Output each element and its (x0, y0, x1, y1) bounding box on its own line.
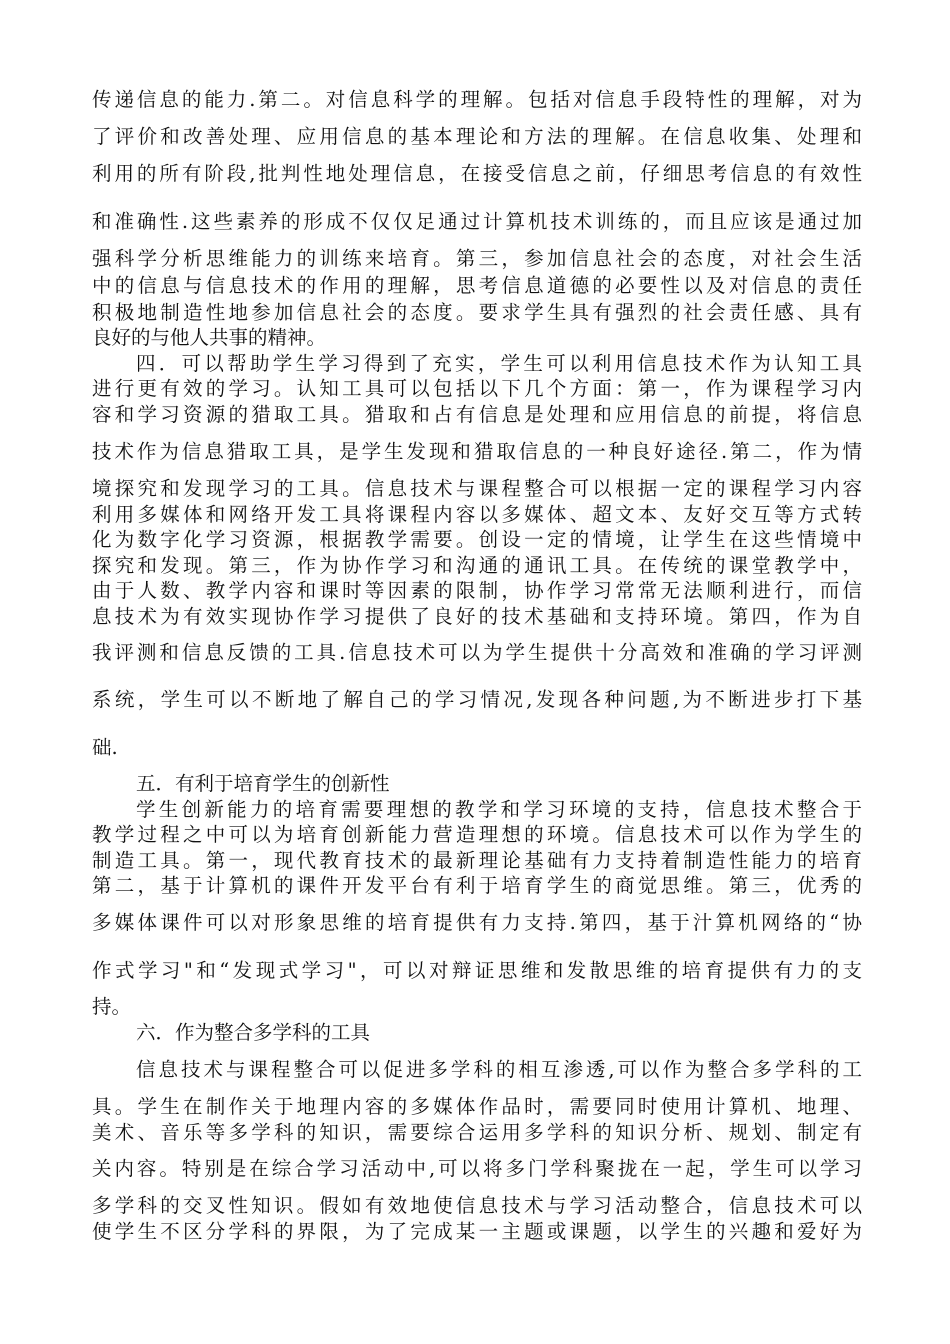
text-line: 制造工具。第一，现代教育技术的最新理论基础有力支持着制造性能力的培育 (92, 849, 862, 872)
text-line: 我评测和信息反馈的工具.信息技术可以为学生提供十分高效和准确的学习评测 (92, 641, 862, 664)
text-line: 关内容。特别是在综合学习活动中,可以将多门学科聚拢在一起，学生可以学习 (92, 1157, 862, 1180)
section-four-first-line: 四．可以帮助学生学习得到了充实，学生可以利用信息技术作为认知工具 (136, 352, 862, 375)
text-line: 和准确性.这些素养的形成不仅仅足通过计算机技术训练的，而且应该是通过加 (92, 210, 862, 233)
text-line: 持。 (92, 995, 132, 1018)
text-line: 传递信息的能力.第二。对信息科学的理解。包括对信息手段特性的理解，对为 (92, 88, 862, 111)
text-line: 容和学习资源的猎取工具。猎取和占有信息是处理和应用信息的前提，将信息 (92, 403, 862, 426)
text-line: 利用的所有阶段,批判性地处理信息，在接受信息之前，仔细思考信息的有效性 (92, 162, 862, 185)
text-line: 信息技术与课程整合可以促进多学科的相互渗透,可以作为整合多学科的工 (136, 1058, 862, 1081)
text-line: 多学科的交叉性知识。假如有效地使信息技术与学习活动整合，信息技术可以 (92, 1194, 862, 1217)
text-line: 探究和发现。第三，作为协作学习和沟通的通讯工具。在传统的课堂教学中， (92, 554, 862, 577)
text-line: 第二，基于计算机的课件开发平台有利于培育学生的商觉思维。第三，优秀的 (92, 874, 862, 897)
text-line: 境探究和发现学习的工具。信息技术与课程整合可以根据一定的课程学习内容 (92, 477, 862, 500)
text-line: 强科学分析思维能力的训练来培育。第三，参加信息社会的态度，对社会生活 (92, 247, 862, 270)
section-six-heading: 六．作为整合多学科的工具 (136, 1021, 371, 1044)
text-line: 使学生不区分学科的界限，为了完成某一主题或课题，以学生的兴趣和爱好为 (92, 1220, 862, 1243)
text-line: 学生创新能力的培育需要理想的教学和学习环境的支持，信息技术整合于 (136, 798, 862, 821)
text-line: 由于人数、教学内容和课时等因素的限制，协作学习常常无法顺利进行，而信 (92, 579, 862, 602)
text-line: 作式学习"和“发现式学习"，可以对辩证思维和发散思维的培育提供有力的支 (92, 959, 862, 982)
text-line: 化为数字化学习资源，根据教学需要。创设一定的情境，让学生在这些情境中 (92, 528, 862, 551)
text-line: 中的信息与信息技术的作用的理解，思考信息道德的必要性以及对信息的责任 (92, 274, 862, 297)
text-line: 利用多媒体和网络开发工具将课程内容以多媒体、超文本、友好交互等方式转 (92, 503, 862, 526)
text-line: 教学过程之中可以为培育创新能力营造理想的环境。信息技术可以作为学生的 (92, 823, 862, 846)
text-line: 息技术为有效实现协作学习提供了良好的技术基础和支持环境。第四，作为自 (92, 605, 862, 628)
text-line: 多媒体课件可以对形象思维的培育提供有力支持.第四，基于汁算机网络的“协 (92, 911, 862, 934)
section-five-heading: 五．有利于培育学生的创新性 (136, 772, 390, 795)
text-line: 积极地制造性地参加信息社会的态度。要求学生具有强烈的社会责任感、具有 (92, 301, 862, 324)
text-line: 美术、音乐等多学科的知识，需要综合运用多学科的知识分析、规划、制定有 (92, 1121, 862, 1144)
text-line: 了评价和改善处理、应用信息的基本理论和方法的理解。在信息收集、处理和 (92, 125, 862, 148)
text-line: 础. (92, 736, 118, 759)
text-line: 技术作为信息猎取工具，是学生发现和猎取信息的一种良好途径.第二，作为情 (92, 440, 862, 463)
text-line: 良好的与他人共事的精神。 (92, 326, 327, 349)
text-line: 具。学生在制作关于地理内容的多媒体作品时，需要同时使用计算机、地理、 (92, 1095, 862, 1118)
text-line: 系统，学生可以不断地了解自己的学习情况,发现各种问题,为不断进步打下基 (92, 688, 862, 711)
text-line: 进行更有效的学习。认知工具可以包括以下几个方面：第一，作为课程学习内 (92, 377, 862, 400)
